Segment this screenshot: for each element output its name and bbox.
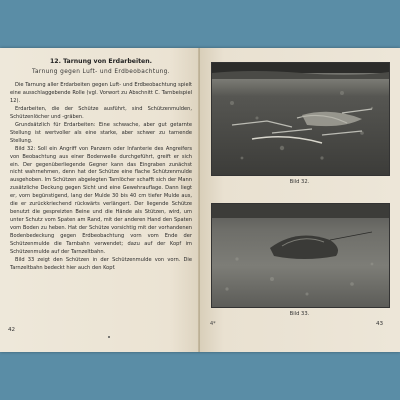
section-title: 12. Tarnung von Erdarbeiten. [50, 58, 152, 65]
page-number-left: 42 [8, 327, 16, 333]
open-book [0, 48, 400, 352]
paragraph: Die Tarnung aller Erdarbeiten gegen Luft- und Erdbeobachtung spielt eine ausschlaggebende Rolle (vgl. Vorwort zu Abschnitt C. Tarnbeispiel 12). [10, 82, 192, 104]
body-text [10, 82, 192, 273]
left-page [0, 48, 200, 352]
photo-caption-1: Bild 32. [289, 179, 310, 185]
paragraph: Bild 32: Soll ein Angriff von Panzern oder Infanterie des Angreifers von Beobachtung aus einer Bodenwelle durchgeführt, greift er sich ein. Der gegenüberliegende Gegner kann das Eingraben zunächst nicht wahrnehmen, denn hat der Schütze eine flache Schützenmulde ausgehoben. Im Schützen abgelegten Tarnlöcher schafft sich der Mann zusätzliche Deckung gegen Sicht und eine Gewehrauflage. Dann liegt er, vorn begünstigend, lang der Mulde 30 bis 40 cm tiefer Mulde aus, die er zurückkriechend rückwärts verlängert. Der liegende Schütze benutzt die gespreizten Beine und die Hände als Stützen, wird, um unter Schutz vom Spaten am Rand, mit der anderen Hand den Spaten vom Boden zu heben. Hat der Schütze vorsichtig mit der vorhandenen Bodenbedeckung gegen Erdbeobachtung vorn vom Ende der Schützenmulde die Tarnbahn verwendet; dazu auf der Kopf im Schützenmulde auf der Tarnzeltbahn. [10, 145, 192, 256]
signature-mark: 4* [210, 321, 216, 327]
section-subtitle: Tarnung gegen Luft- und Erdbeobachtung. [31, 69, 171, 75]
right-page [200, 48, 400, 352]
paragraph: Grundsätzlich für Erdarbeiten: Eine schwache, aber gut getarnte Stellung ist wertvoller als eine starke, aber schwer zu tarnende Stellung. [10, 121, 192, 144]
paragraph: Erdarbeiten, die der Schütze ausführt, sind Schützenmulden, Schützenlöcher und -gräben. [10, 105, 192, 120]
photo-caption-2: Bild 33. [289, 311, 310, 317]
print-mark [108, 336, 110, 338]
paragraph: Bild 33 zeigt den Schützen in der Schützenmulde von vorn. Die Tarnzeltbahn bedeckt hier auch den Kopf. [10, 256, 192, 271]
photo-soldier-in-field [211, 62, 390, 176]
page-number-right: 43 [376, 321, 384, 327]
photo-soldier-under-tarp [211, 203, 390, 308]
